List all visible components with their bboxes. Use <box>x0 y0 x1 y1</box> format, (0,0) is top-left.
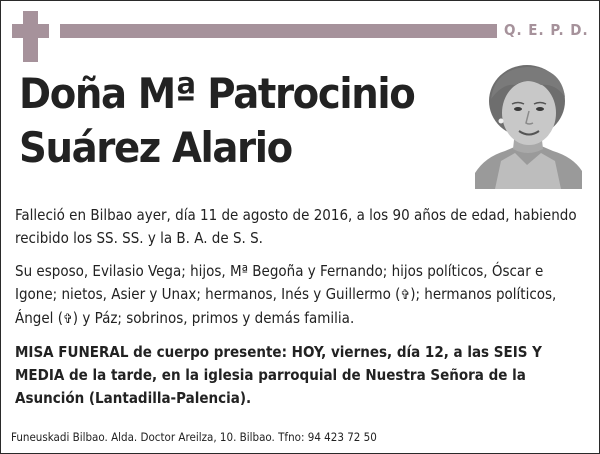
funeral-home-footer: Funeuskadi Bilbao. Alda. Doctor Areilza, 10. Bilbao. Tfno: 94 423 72 50 <box>11 430 377 444</box>
death-notice-paragraph: Falleció en Bilbao ayer, día 11 de agosto de 2016, a los 90 años de edad, habiendo recibido los SS. SS. y la B. A. de S. S. <box>15 206 577 247</box>
portrait-image <box>475 61 582 189</box>
qepd-label: Q. E. P. D. <box>504 21 589 39</box>
name-line-2: Suárez Alario <box>19 123 292 172</box>
obituary-text <box>15 204 585 410</box>
deceased-cross-icon: ✞ <box>62 312 73 327</box>
header-rule <box>60 24 497 38</box>
cross-icon-bar <box>12 24 49 38</box>
deceased-cross-icon: ✞ <box>400 288 411 303</box>
funeral-mass-paragraph: MISA FUNERAL de cuerpo presente: HOY, viernes, día 12, a las SEIS Y MEDIA de la tarde, en la iglesia parroquial de Nuestra Señora de la Asunción (Lantadilla-Palencia). <box>15 343 542 407</box>
family-paragraph: Su esposo, Evilasio Vega; hijos, Mª Begoña y Fernando; hijos políticos, Óscar e Igone; nietos, Asier y Unax; hermanos, Inés y Guillermo (✞); hermanos políticos, Ángel (✞) y Páz; sobrinos, primos y demás familia. <box>15 262 557 327</box>
name-line-1: Doña Mª Patrocinio <box>19 69 415 118</box>
deceased-name <box>19 67 433 175</box>
portrait-photo <box>475 61 582 189</box>
